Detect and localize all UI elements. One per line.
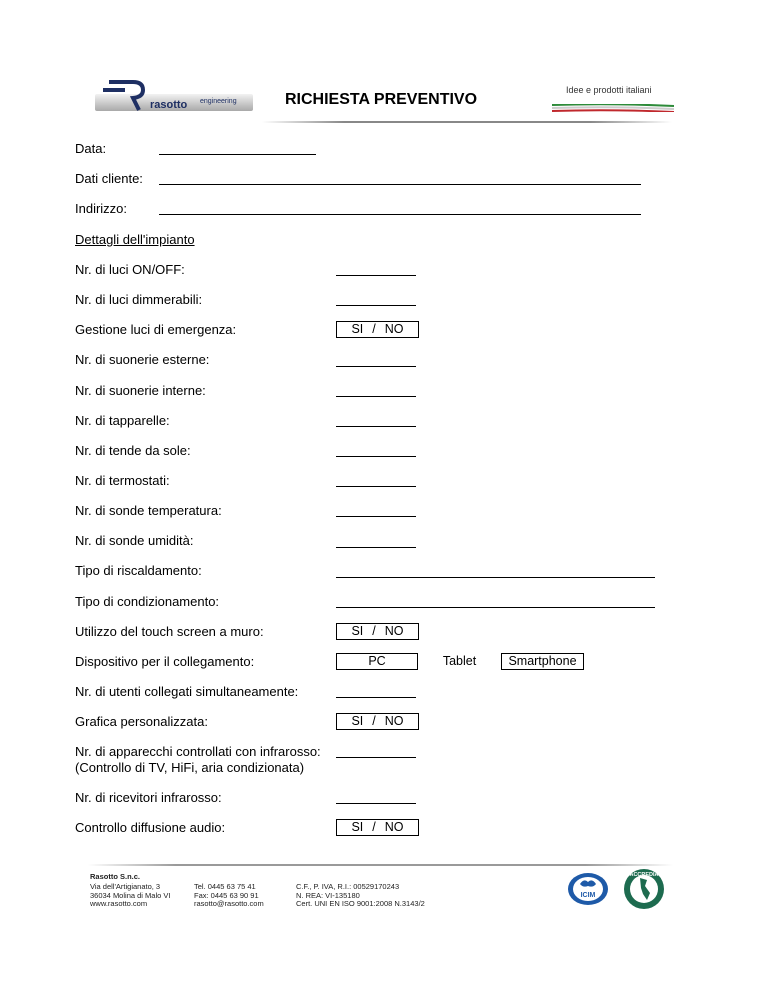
footer-rea: N. REA: VI-135180 [296, 890, 360, 900]
yesno-touch-screen[interactable] [336, 623, 419, 640]
footer-cert: Cert. UNI EN ISO 9001:2008 N.3143/2 [296, 899, 425, 908]
footer-vat: C.F., P. IVA, R.I.: 00529170243 [296, 882, 400, 891]
date-label: Data: [75, 141, 107, 156]
field-suonerie-esterne[interactable] [336, 366, 416, 367]
yes-option[interactable]: SI [351, 820, 364, 834]
field-ir-apparecchi[interactable] [336, 757, 416, 758]
address-label: Indirizzo: [75, 201, 128, 216]
footer-email[interactable]: rasotto@rasotto.com [194, 899, 264, 908]
yesno-separator: / [372, 322, 376, 336]
yes-option[interactable]: SI [351, 714, 364, 728]
device-selector [336, 654, 583, 669]
label-ir-apparecchi-note: (Controllo di TV, HiFi, aria condizionata) [75, 760, 305, 775]
yesno-grafica[interactable] [336, 713, 419, 730]
label-termostati: Nr. di termostati: [75, 473, 170, 488]
label-riscaldamento: Tipo di riscaldamento: [75, 563, 202, 578]
field-sonde-umidita[interactable] [336, 547, 416, 548]
tagline: Idee e prodotti italiani [566, 85, 652, 95]
field-tapparelle[interactable] [336, 426, 416, 427]
label-dispositivo: Dispositivo per il collegamento: [75, 654, 255, 669]
yes-option[interactable]: SI [351, 624, 364, 638]
yesno-luci-emergenza[interactable] [336, 321, 419, 338]
field-riscaldamento[interactable] [336, 577, 655, 578]
footer-address-line1: Via dell'Artigianato, 3 [90, 882, 161, 891]
footer-website[interactable]: www.rasotto.com [90, 899, 148, 908]
client-label: Dati cliente: [75, 171, 143, 186]
yesno-separator: / [372, 820, 376, 834]
device-option-tablet[interactable]: Tablet [442, 654, 477, 668]
label-luci-onoff: Nr. di luci ON/OFF: [75, 262, 185, 277]
section-title: Dettagli dell'impianto [75, 232, 195, 247]
yes-option[interactable]: SI [351, 322, 364, 336]
field-termostati[interactable] [336, 486, 416, 487]
label-luci-emergenza: Gestione luci di emergenza: [75, 322, 237, 337]
field-luci-dimm[interactable] [336, 305, 416, 306]
label-luci-dimm: Nr. di luci dimmerabili: [75, 292, 203, 307]
yesno-audio[interactable] [336, 819, 419, 836]
label-sonde-temperatura: Nr. di sonde temperatura: [75, 503, 222, 518]
label-suonerie-interne: Nr. di suonerie interne: [75, 383, 206, 398]
footer-address-line2: 36034 Molina di Malo VI [90, 890, 171, 900]
label-suonerie-esterne: Nr. di suonerie esterne: [75, 352, 210, 367]
logo-subtext: engineering [200, 98, 237, 105]
footer-fax: Fax: 0445 63 90 91 [194, 890, 259, 900]
icim-logo [566, 872, 610, 906]
no-option[interactable]: NO [384, 820, 404, 834]
svg-text:ACCREDIA: ACCREDIA [629, 872, 659, 878]
footer-company: Rasotto S.n.c. [90, 872, 141, 881]
label-tende: Nr. di tende da sole: [75, 443, 191, 458]
yesno-separator: / [372, 714, 376, 728]
footer-legal [296, 883, 425, 909]
field-suonerie-interne[interactable] [336, 396, 416, 397]
yesno-separator: / [372, 624, 376, 638]
label-condizionamento: Tipo di condizionamento: [75, 594, 220, 609]
no-option[interactable]: NO [384, 714, 404, 728]
svg-text:ICIM: ICIM [580, 892, 596, 899]
tricolor-stripe [552, 99, 674, 107]
label-utenti: Nr. di utenti collegati simultaneamente: [75, 684, 299, 699]
label-audio: Controllo diffusione audio: [75, 820, 226, 835]
field-ir-ricevitori[interactable] [336, 803, 416, 804]
device-option-pc[interactable]: PC [336, 653, 418, 670]
logo-text: rasotto [150, 99, 188, 111]
label-ir-apparecchi: Nr. di apparecchi controllati con infrarosso: [75, 744, 321, 759]
field-sonde-temperatura[interactable] [336, 516, 416, 517]
field-tende[interactable] [336, 456, 416, 457]
no-option[interactable]: NO [384, 322, 404, 336]
date-field[interactable] [159, 154, 316, 155]
label-ir-ricevitori: Nr. di ricevitori infrarosso: [75, 790, 222, 805]
label-tapparelle: Nr. di tapparelle: [75, 413, 170, 428]
page-title: RICHIESTA PREVENTIVO [285, 91, 478, 108]
field-luci-onoff[interactable] [336, 275, 416, 276]
client-field[interactable] [159, 184, 641, 185]
footer-contacts [194, 883, 264, 909]
header-divider [262, 121, 672, 123]
field-condizionamento[interactable] [336, 607, 655, 608]
accredia-logo [623, 868, 665, 910]
device-option-smartphone[interactable]: Smartphone [501, 653, 584, 670]
address-field[interactable] [159, 214, 641, 215]
footer-address [90, 883, 170, 909]
label-touch-screen: Utilizzo del touch screen a muro: [75, 624, 264, 639]
label-sonde-umidita: Nr. di sonde umidità: [75, 533, 194, 548]
footer-tel: Tel. 0445 63 75 41 [194, 882, 256, 891]
no-option[interactable]: NO [384, 624, 404, 638]
footer-divider [88, 864, 673, 866]
label-grafica: Grafica personalizzata: [75, 714, 208, 729]
field-utenti[interactable] [336, 697, 416, 698]
